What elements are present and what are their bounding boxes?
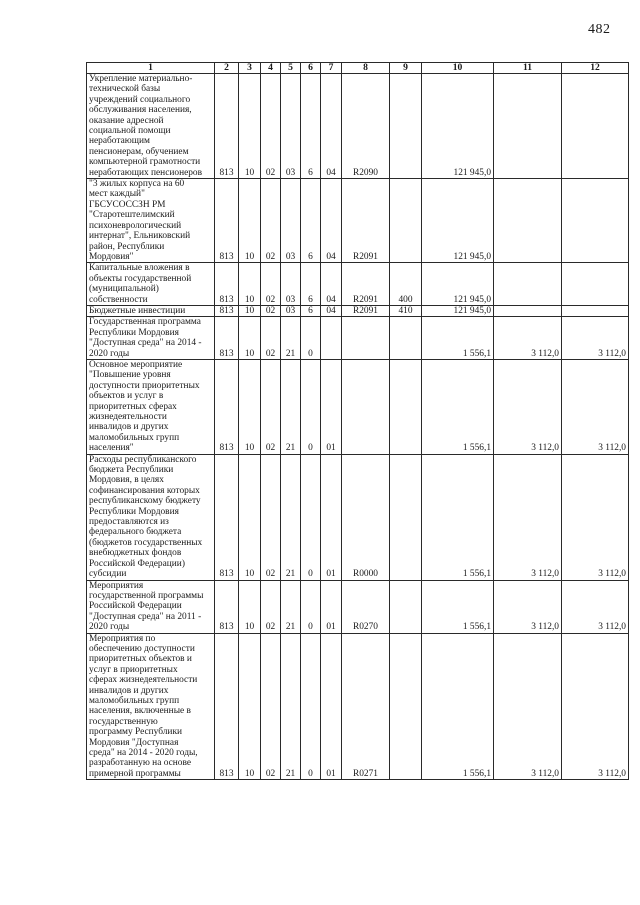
- cell-amount-col10: 121 945,0: [422, 179, 494, 263]
- cell-section: 10: [239, 317, 261, 360]
- cell-measure: 01: [321, 633, 342, 780]
- cell-section: 10: [239, 74, 261, 179]
- cell-program: 21: [281, 580, 301, 633]
- cell-amount-col10: 1 556,1: [422, 317, 494, 360]
- cell-subsection: 02: [261, 179, 281, 263]
- cell-item-name: Капитальные вложения в объекты государственной (муниципальной) собственности: [87, 263, 215, 306]
- cell-admin-code: 813: [215, 317, 239, 360]
- cell-program: 21: [281, 359, 301, 454]
- table-row: [87, 317, 629, 360]
- header-row: [87, 63, 629, 74]
- cell-subsection: 02: [261, 633, 281, 780]
- cell-amount-col11: [494, 305, 562, 316]
- cell-direction: R2090: [342, 74, 390, 179]
- cell-program: 21: [281, 317, 301, 360]
- cell-amount-col11: [494, 74, 562, 179]
- cell-section: 10: [239, 580, 261, 633]
- cell-expense-type: 400: [390, 263, 422, 306]
- cell-subsection: 02: [261, 263, 281, 306]
- cell-item-name: Расходы республиканского бюджета Республики Мордовия, в целях софинансирования которых республиканскому бюджету Республики Мордовия предоставляются из федерального бюджета (бюджетов государственных внебюджетных фондов Российской Федерации) субсидии: [87, 454, 215, 580]
- cell-subprogram: 6: [301, 263, 321, 306]
- cell-amount-col10: 121 945,0: [422, 305, 494, 316]
- cell-subsection: 02: [261, 74, 281, 179]
- cell-direction: [342, 359, 390, 454]
- cell-amount-col12: [562, 263, 629, 306]
- cell-subprogram: 6: [301, 305, 321, 316]
- cell-item-name: Мероприятия по обеспечению доступности приоритетных объектов и услуг в приоритетных сферах жизнедеятельности инвалидов и других маломобильных групп населения, включенные в государственную программу Республики Мордовия "Доступная среда" на 2014 - 2020 годы, разработанную на основе примерной программы: [87, 633, 215, 780]
- cell-subprogram: 0: [301, 580, 321, 633]
- cell-amount-col10: 1 556,1: [422, 454, 494, 580]
- cell-admin-code: 813: [215, 179, 239, 263]
- cell-section: 10: [239, 263, 261, 306]
- cell-expense-type: [390, 179, 422, 263]
- column-header: 8: [342, 63, 390, 74]
- cell-measure: 01: [321, 454, 342, 580]
- column-header: 4: [261, 63, 281, 74]
- cell-subprogram: 0: [301, 317, 321, 360]
- cell-admin-code: 813: [215, 454, 239, 580]
- cell-admin-code: 813: [215, 305, 239, 316]
- cell-subsection: 02: [261, 580, 281, 633]
- cell-expense-type: [390, 633, 422, 780]
- cell-program: 21: [281, 633, 301, 780]
- cell-amount-col12: [562, 305, 629, 316]
- cell-item-name: Государственная программа Республики Мордовия "Доступная среда" на 2014 - 2020 годы: [87, 317, 215, 360]
- column-header: 3: [239, 63, 261, 74]
- cell-expense-type: 410: [390, 305, 422, 316]
- cell-subprogram: 0: [301, 359, 321, 454]
- column-header: 5: [281, 63, 301, 74]
- cell-expense-type: [390, 317, 422, 360]
- column-header: 2: [215, 63, 239, 74]
- table-row: [87, 359, 629, 454]
- cell-direction: R2091: [342, 179, 390, 263]
- cell-item-name: Основное мероприятие "Повышение уровня доступности приоритетных объектов и услуг в приоритетных сферах жизнедеятельности инвалидов и других маломобильных групп населения": [87, 359, 215, 454]
- cell-direction: R2091: [342, 305, 390, 316]
- cell-amount-col11: 3 112,0: [494, 317, 562, 360]
- cell-amount-col10: 1 556,1: [422, 633, 494, 780]
- table-row: [87, 580, 629, 633]
- cell-direction: R0000: [342, 454, 390, 580]
- cell-direction: R0271: [342, 633, 390, 780]
- column-header: 1: [87, 63, 215, 74]
- cell-amount-col12: 3 112,0: [562, 633, 629, 780]
- cell-subprogram: 0: [301, 454, 321, 580]
- table-row: [87, 74, 629, 179]
- cell-program: 03: [281, 74, 301, 179]
- cell-section: 10: [239, 633, 261, 780]
- column-header: 11: [494, 63, 562, 74]
- cell-expense-type: [390, 454, 422, 580]
- cell-measure: [321, 317, 342, 360]
- cell-amount-col10: 1 556,1: [422, 359, 494, 454]
- cell-amount-col11: 3 112,0: [494, 454, 562, 580]
- cell-amount-col12: 3 112,0: [562, 359, 629, 454]
- cell-section: 10: [239, 179, 261, 263]
- cell-program: 03: [281, 305, 301, 316]
- cell-amount-col11: 3 112,0: [494, 359, 562, 454]
- cell-measure: 01: [321, 359, 342, 454]
- cell-amount-col11: [494, 263, 562, 306]
- cell-program: 21: [281, 454, 301, 580]
- cell-subsection: 02: [261, 305, 281, 316]
- cell-direction: R2091: [342, 263, 390, 306]
- column-header: 10: [422, 63, 494, 74]
- cell-measure: 04: [321, 179, 342, 263]
- column-header: 9: [390, 63, 422, 74]
- cell-amount-col10: 121 945,0: [422, 263, 494, 306]
- table-row: [87, 179, 629, 263]
- cell-program: 03: [281, 179, 301, 263]
- cell-item-name: Бюджетные инвестиции: [87, 305, 215, 316]
- cell-subprogram: 6: [301, 74, 321, 179]
- cell-subsection: 02: [261, 454, 281, 580]
- cell-amount-col11: [494, 179, 562, 263]
- cell-expense-type: [390, 359, 422, 454]
- cell-direction: [342, 317, 390, 360]
- column-header: 6: [301, 63, 321, 74]
- cell-admin-code: 813: [215, 359, 239, 454]
- cell-admin-code: 813: [215, 74, 239, 179]
- cell-amount-col12: [562, 74, 629, 179]
- cell-section: 10: [239, 454, 261, 580]
- budget-table: [86, 62, 629, 780]
- cell-subsection: 02: [261, 317, 281, 360]
- table-row: [87, 633, 629, 780]
- table-row: [87, 454, 629, 580]
- cell-measure: 04: [321, 263, 342, 306]
- cell-amount-col11: 3 112,0: [494, 580, 562, 633]
- cell-section: 10: [239, 305, 261, 316]
- cell-section: 10: [239, 359, 261, 454]
- cell-admin-code: 813: [215, 263, 239, 306]
- cell-item-name: "3 жилых корпуса на 60 мест каждый" ГБСУСОССЗН РМ "Старотештелимский психоневрологический интернат", Ельниковский район, Республики Мордовия": [87, 179, 215, 263]
- cell-expense-type: [390, 74, 422, 179]
- column-header: 12: [562, 63, 629, 74]
- table-row: [87, 305, 629, 316]
- cell-program: 03: [281, 263, 301, 306]
- cell-item-name: Укрепление материально- технической базы учреждений социального обслуживания населения, оказание адресной социальной помощи неработающим пенсионерам, обучением компьютерной грамотности неработающих пенсионеров: [87, 74, 215, 179]
- table-row: [87, 263, 629, 306]
- cell-measure: 04: [321, 74, 342, 179]
- cell-measure: 01: [321, 580, 342, 633]
- page-number: 482: [588, 22, 611, 37]
- cell-direction: R0270: [342, 580, 390, 633]
- column-header: 7: [321, 63, 342, 74]
- cell-amount-col10: 121 945,0: [422, 74, 494, 179]
- cell-amount-col11: 3 112,0: [494, 633, 562, 780]
- cell-subprogram: 0: [301, 633, 321, 780]
- cell-admin-code: 813: [215, 580, 239, 633]
- cell-expense-type: [390, 580, 422, 633]
- cell-amount-col12: 3 112,0: [562, 454, 629, 580]
- cell-amount-col12: [562, 179, 629, 263]
- cell-item-name: Мероприятия государственной программы Российской Федерации "Доступная среда" на 2011 - 2020 годы: [87, 580, 215, 633]
- cell-subprogram: 6: [301, 179, 321, 263]
- cell-admin-code: 813: [215, 633, 239, 780]
- cell-amount-col12: 3 112,0: [562, 580, 629, 633]
- cell-subsection: 02: [261, 359, 281, 454]
- cell-amount-col10: 1 556,1: [422, 580, 494, 633]
- cell-amount-col12: 3 112,0: [562, 317, 629, 360]
- cell-measure: 04: [321, 305, 342, 316]
